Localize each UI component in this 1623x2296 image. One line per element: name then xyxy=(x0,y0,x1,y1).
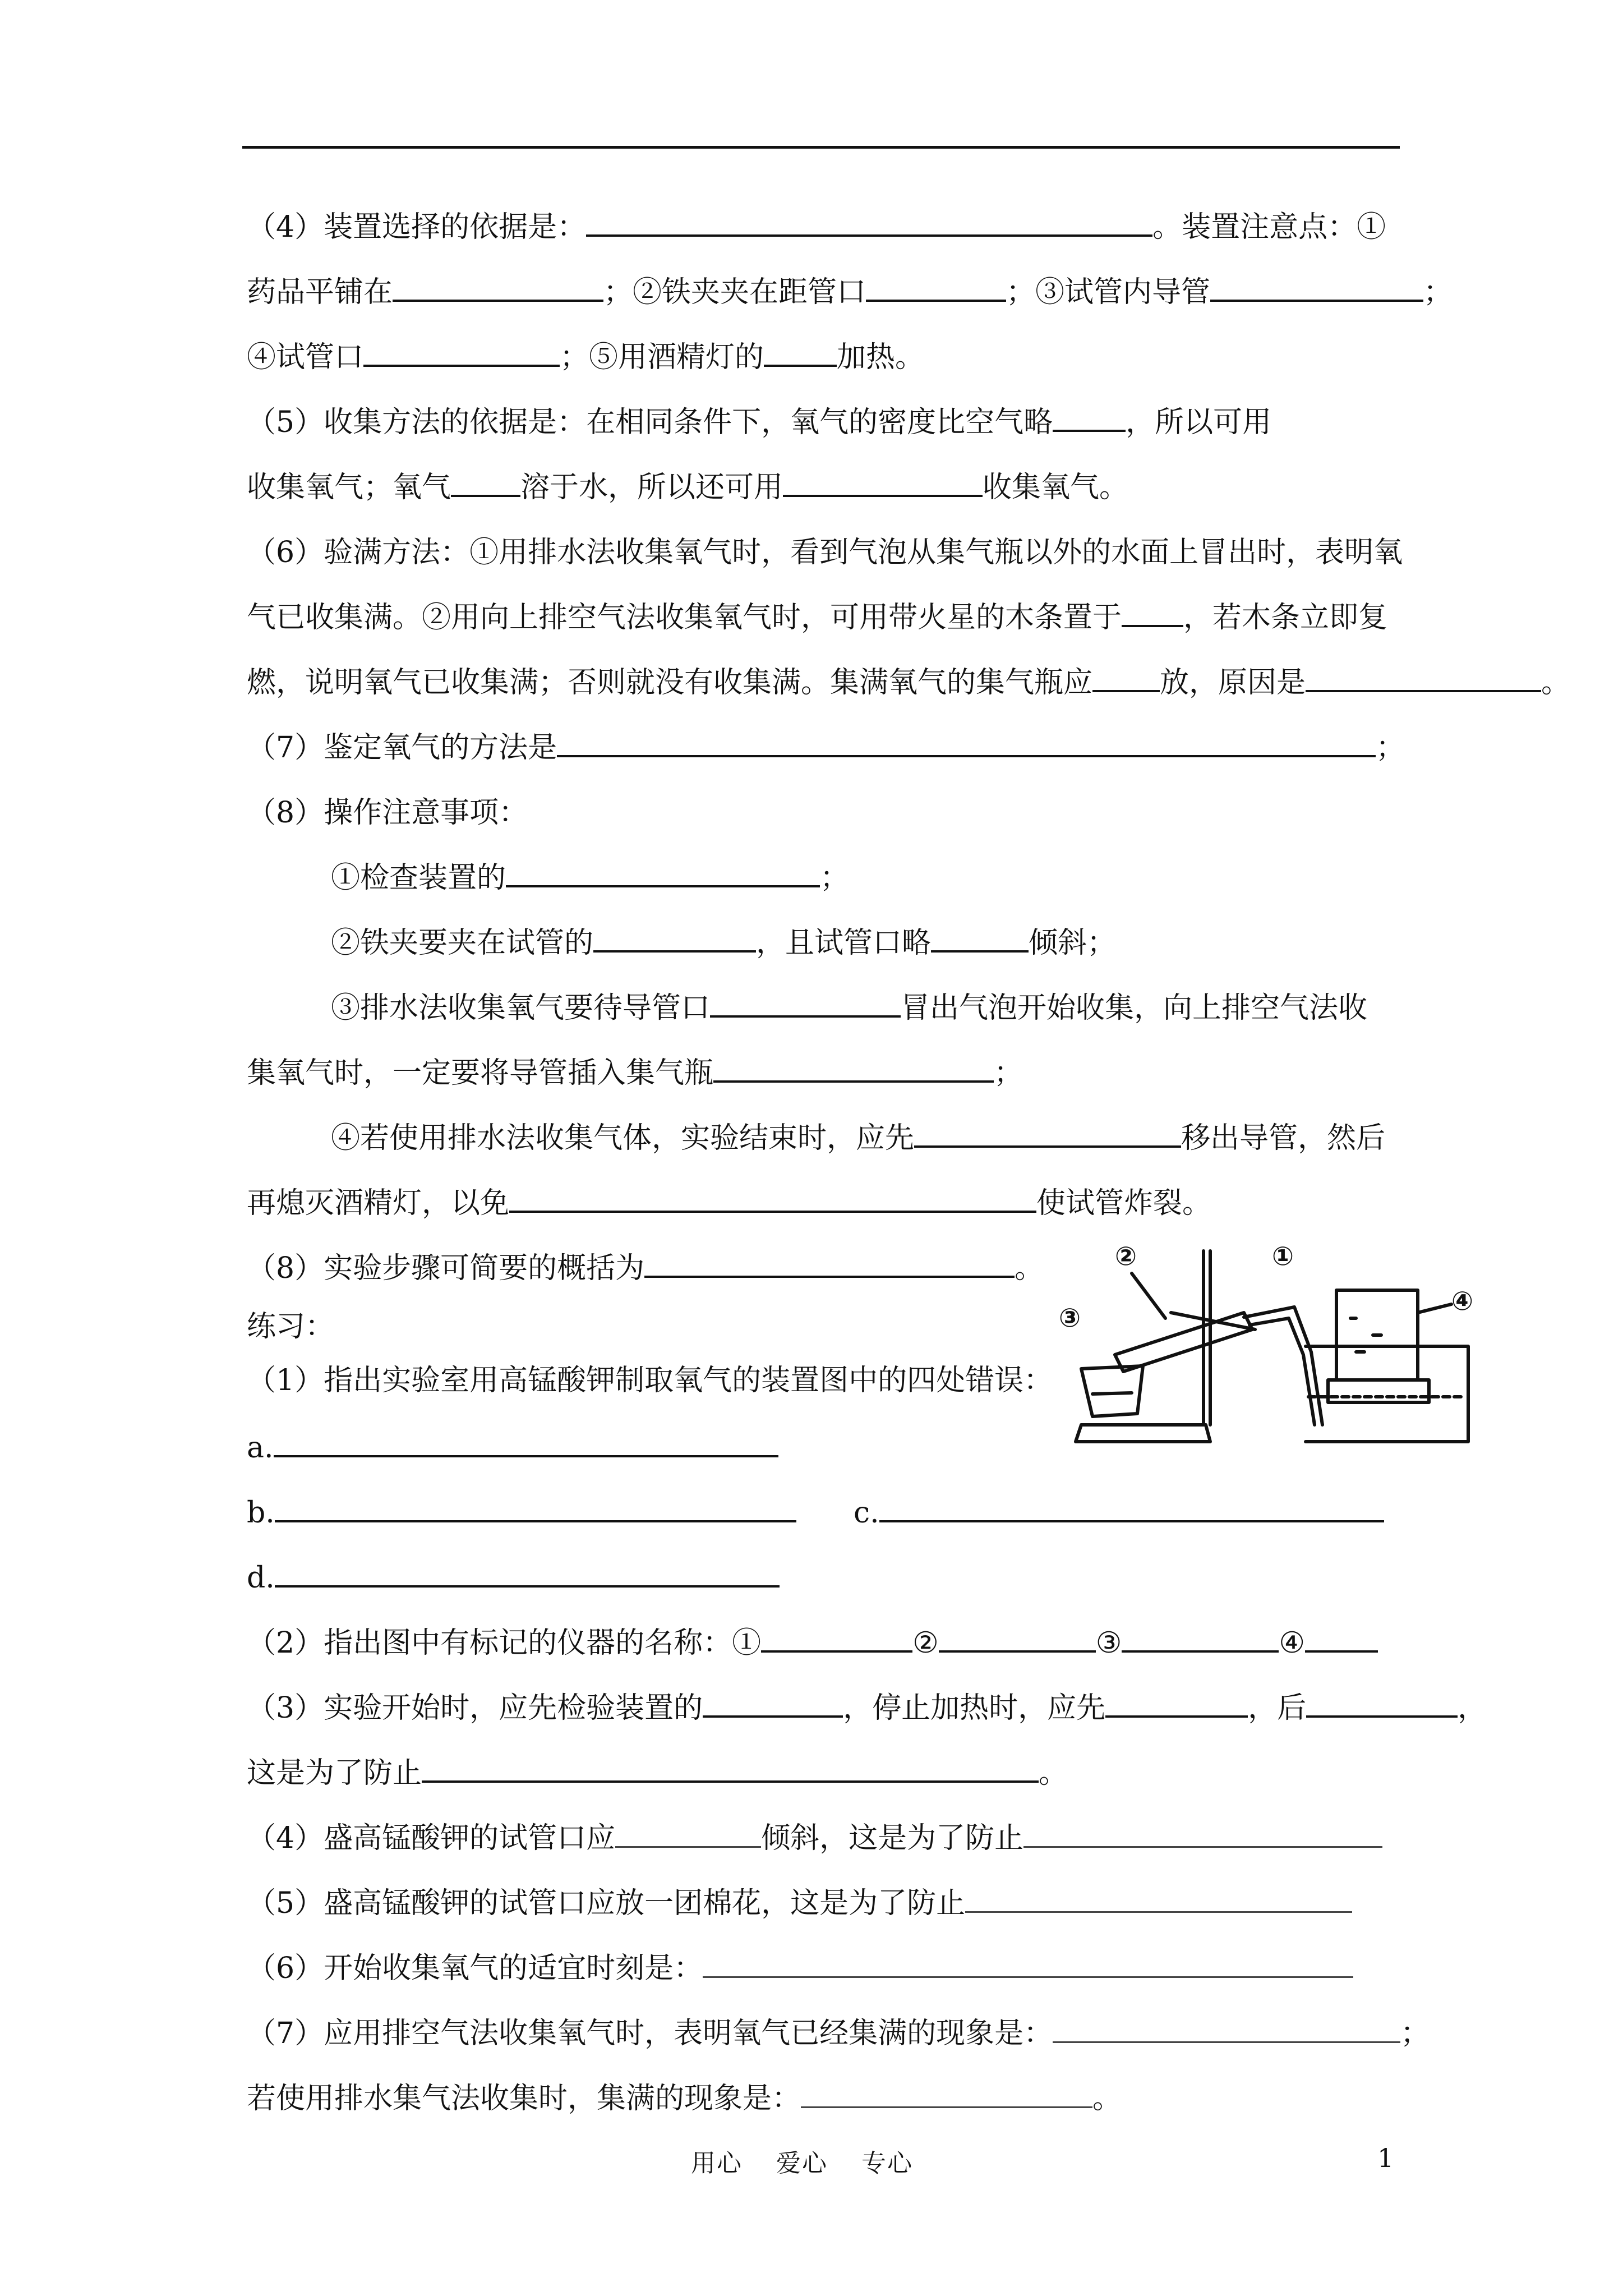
exercise-3b xyxy=(247,1754,1068,1793)
exercise-heading xyxy=(247,1307,334,1346)
text: 这是为了防止 xyxy=(247,1756,422,1790)
text: d. xyxy=(247,1561,275,1595)
blank[interactable] xyxy=(801,2082,1092,2108)
blank[interactable] xyxy=(615,1821,761,1848)
blank[interactable] xyxy=(363,340,560,367)
text: ②铁夹要夹在试管的 xyxy=(331,926,594,960)
footer-motto xyxy=(691,2143,947,2179)
text: 收集氧气。 xyxy=(983,471,1129,504)
blank[interactable] xyxy=(939,1626,1096,1653)
line-collection-2 xyxy=(247,468,1128,507)
exercise-4 xyxy=(247,1819,1382,1858)
label-2: ② xyxy=(1115,1241,1137,1271)
text: （8）实验步骤可简要的概括为 xyxy=(247,1251,645,1285)
line-check-full-2 xyxy=(247,598,1387,637)
blank[interactable] xyxy=(1023,1821,1382,1848)
blank[interactable] xyxy=(274,1430,778,1457)
text: ，若木条立即复 xyxy=(1183,601,1388,634)
alcohol-lamp xyxy=(1081,1366,1143,1416)
text: ④ xyxy=(1279,1626,1305,1660)
header-rule xyxy=(242,146,1400,149)
line-note-4 xyxy=(331,1119,1385,1158)
footer-word: 用心 xyxy=(691,2149,743,2178)
blank[interactable] xyxy=(557,730,1376,757)
line-4-device-basis xyxy=(247,208,1386,247)
footer-word: 专心 xyxy=(861,2149,913,2178)
blank[interactable] xyxy=(1306,1691,1458,1718)
text: ③ xyxy=(1095,1626,1122,1660)
text: 冒出气泡开始收集，向上排空气法收 xyxy=(901,991,1368,1025)
text: ， xyxy=(1458,1691,1487,1725)
text: （6）验满方法：①用排水法收集氧气时，看到气泡从集气瓶以外的水面上冒出时，表明氧 xyxy=(247,536,1403,569)
text: ①检查装置的 xyxy=(331,861,506,895)
text: （6）开始收集氧气的适宜时刻是： xyxy=(247,1952,703,1985)
blank[interactable] xyxy=(509,1186,1036,1213)
line-6-check-full xyxy=(247,533,1403,572)
text: （4）盛高锰酸钾的试管口应 xyxy=(247,1821,616,1855)
blank[interactable] xyxy=(506,861,820,887)
test-tube xyxy=(1115,1313,1252,1372)
blank[interactable] xyxy=(703,1952,1353,1978)
text: 再熄灭酒精灯，以免 xyxy=(247,1186,510,1220)
line-note-4b xyxy=(247,1184,1211,1223)
exercise-7 xyxy=(247,2014,1430,2053)
blank[interactable] xyxy=(703,1691,843,1718)
blank[interactable] xyxy=(713,1056,994,1083)
text: 溶于水，所以还可用 xyxy=(520,471,783,504)
footer-word: 爱心 xyxy=(776,2149,828,2178)
blank[interactable] xyxy=(275,1561,780,1588)
blank[interactable] xyxy=(1053,405,1126,432)
label-3: ③ xyxy=(1059,1303,1081,1333)
text: ； xyxy=(994,1056,1023,1090)
text: （8）操作注意事项： xyxy=(247,796,528,830)
text: 。 xyxy=(1092,2082,1122,2115)
exercise-3 xyxy=(247,1688,1487,1728)
answer-d xyxy=(247,1558,780,1598)
answer-c xyxy=(854,1493,1384,1533)
text: 集氧气时，一定要将导管插入集气瓶 xyxy=(247,1056,714,1090)
text: c. xyxy=(854,1496,879,1530)
answer-b xyxy=(247,1493,796,1533)
exercise-2 xyxy=(247,1623,1378,1663)
exercise-5 xyxy=(247,1884,1352,1923)
blank[interactable] xyxy=(1053,2017,1400,2043)
blank[interactable] xyxy=(761,1626,912,1653)
blank[interactable] xyxy=(451,470,520,497)
blank[interactable] xyxy=(914,1121,1181,1148)
label-4: ④ xyxy=(1451,1286,1473,1316)
text: 燃，说明氧气已收集满；否则就没有收集满。集满氧气的集气瓶应 xyxy=(247,666,1093,700)
text: ； xyxy=(1376,731,1405,765)
text: 收集氧气；氧气 xyxy=(247,471,451,504)
text: （3）实验开始时，应先检验装置的 xyxy=(247,1691,703,1725)
blank[interactable] xyxy=(644,1251,1015,1278)
line-note-3 xyxy=(331,988,1367,1028)
text: 放，原因是 xyxy=(1160,666,1306,700)
text: 若使用排水集气法收集时，集满的现象是： xyxy=(247,2082,801,2115)
text: 练习： xyxy=(247,1310,335,1343)
blank[interactable] xyxy=(783,470,983,497)
text: ； xyxy=(1400,2017,1430,2050)
line-5-collection-basis xyxy=(247,403,1271,442)
blank[interactable] xyxy=(593,926,756,953)
text: 。 xyxy=(1015,1251,1044,1285)
line-check-full-3 xyxy=(247,663,1570,702)
text: ，停止加热时，应先 xyxy=(843,1691,1106,1725)
blank[interactable] xyxy=(931,926,1029,953)
blank[interactable] xyxy=(586,210,1152,237)
text: b. xyxy=(247,1496,275,1530)
line-note-1 xyxy=(331,858,849,898)
text: a. xyxy=(247,1431,274,1465)
shelf xyxy=(1328,1380,1429,1402)
exercise-1 xyxy=(247,1361,1053,1400)
text: ④若使用排水法收集气体，实验结束时，应先 xyxy=(331,1121,915,1155)
lamp-liquid xyxy=(1092,1393,1132,1394)
text: （7）鉴定氧气的方法是 xyxy=(247,731,557,765)
text: ；⑤用酒精灯的 xyxy=(560,341,764,374)
blank[interactable] xyxy=(764,340,837,367)
leader-4 xyxy=(1418,1304,1451,1313)
blank[interactable] xyxy=(879,1496,1384,1522)
text: （1）指出实验室用高锰酸钾制取氧气的装置图中的四处错误： xyxy=(247,1364,1053,1397)
text: 药品平铺在 xyxy=(247,275,393,309)
apparatus-figure xyxy=(1059,1234,1485,1453)
text: ； xyxy=(820,861,850,895)
blank[interactable] xyxy=(1210,275,1423,302)
text: （5）收集方法的依据是：在相同条件下，氧气的密度比空气略 xyxy=(247,406,1053,439)
stand-base xyxy=(1076,1425,1210,1442)
blank[interactable] xyxy=(1092,665,1160,692)
blank[interactable] xyxy=(1122,600,1183,627)
line-device-notes xyxy=(247,273,1453,312)
text: 。装置注意点：① xyxy=(1152,210,1386,244)
text: 移出导管，然后 xyxy=(1181,1121,1386,1155)
text: ② xyxy=(912,1626,939,1660)
leader-2 xyxy=(1132,1273,1165,1318)
text: （7）应用排空气法收集氧气时，表明氧气已经集满的现象是： xyxy=(247,2017,1053,2050)
answer-a xyxy=(247,1428,778,1467)
exercise-7b xyxy=(247,2079,1122,2118)
line-7-identify xyxy=(247,728,1405,767)
text: 倾斜，这是为了防止 xyxy=(761,1821,1024,1855)
text: 气已收集满。②用向上排空气法收集氧气时，可用带火星的木条置于 xyxy=(247,601,1122,634)
text: ；②铁夹夹在距管口 xyxy=(603,275,866,309)
text: 倾斜； xyxy=(1029,926,1117,960)
text: ④试管口 xyxy=(247,341,364,374)
text: 加热。 xyxy=(837,341,925,374)
text: （5）盛高锰酸钾的试管口应放一团棉花，这是为了防止 xyxy=(247,1887,966,1920)
blank[interactable] xyxy=(1306,665,1541,692)
blank[interactable] xyxy=(1122,1626,1279,1653)
text: 。 xyxy=(1541,666,1571,700)
text: ；③试管内导管 xyxy=(1006,275,1211,309)
blank[interactable] xyxy=(393,275,603,302)
water-trough xyxy=(1306,1346,1468,1442)
blank[interactable] xyxy=(1105,1691,1248,1718)
text: ，后 xyxy=(1248,1691,1307,1725)
text: ，所以可用 xyxy=(1126,406,1272,439)
text: ； xyxy=(1423,275,1453,309)
line-device-notes-2 xyxy=(247,338,924,377)
blank[interactable] xyxy=(422,1756,1039,1783)
page-number: 1 xyxy=(1377,2143,1394,2173)
text: （4）装置选择的依据是： xyxy=(247,210,587,244)
blank[interactable] xyxy=(275,1496,796,1522)
text: 使试管炸裂。 xyxy=(1036,1186,1212,1220)
label-1: ① xyxy=(1272,1241,1294,1271)
text: ③排水法收集氧气要待导管口 xyxy=(331,991,711,1025)
line-note-3b xyxy=(247,1053,1023,1093)
blank[interactable] xyxy=(965,1887,1352,1913)
blank[interactable] xyxy=(866,275,1006,302)
line-note-2 xyxy=(331,923,1116,963)
text: ，且试管口略 xyxy=(756,926,932,960)
blank[interactable] xyxy=(1305,1626,1378,1653)
blank[interactable] xyxy=(710,991,901,1018)
line-8-notes xyxy=(247,793,528,832)
text: （2）指出图中有标记的仪器的名称：① xyxy=(247,1626,762,1660)
exercise-6 xyxy=(247,1949,1353,1988)
line-8-steps xyxy=(247,1249,1044,1288)
text: 。 xyxy=(1039,1756,1068,1790)
